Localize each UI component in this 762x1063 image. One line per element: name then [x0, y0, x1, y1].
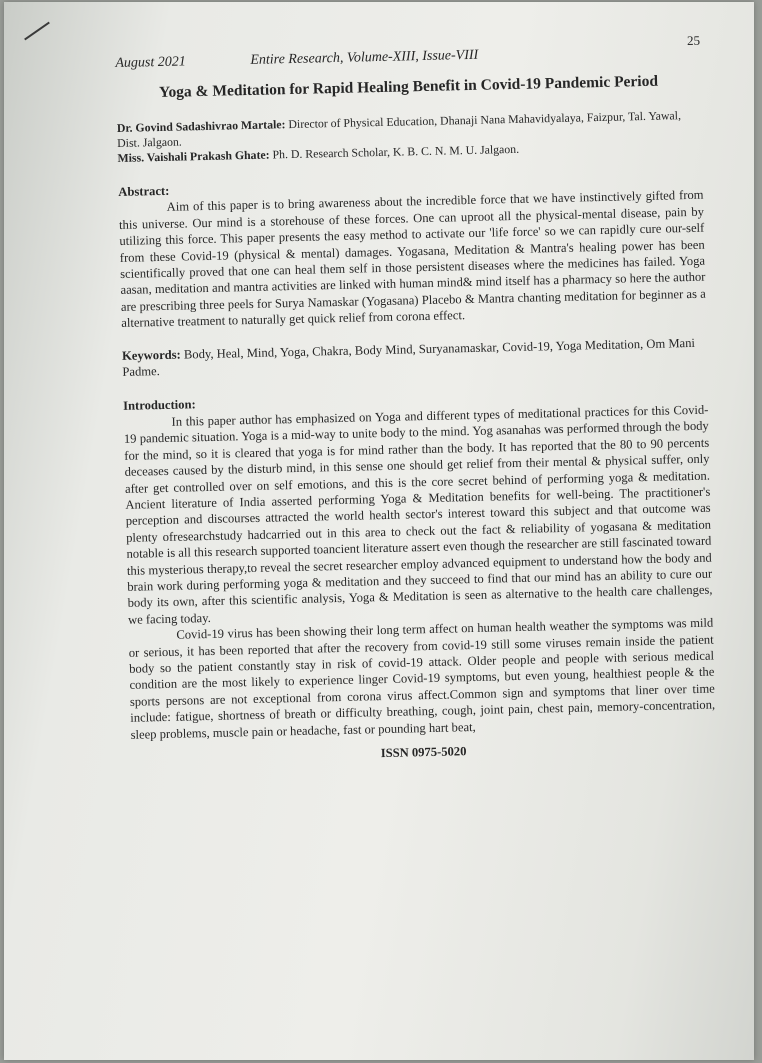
keywords-text: Body, Heal, Mind, Yoga, Chakra, Body Mind, Suryanamaskar, Covid-19, Yoga Meditation, Om Mani Padme. — [122, 335, 696, 379]
author-affiliation: Ph. D. Research Scholar, K. B. C. N. M. U. Jalgaon. — [272, 141, 520, 162]
page-content — [115, 33, 716, 767]
keywords-label: Keywords: — [121, 347, 181, 363]
author-block — [117, 108, 703, 166]
author-affiliation: Director of Physical Education, Dhanaji Nana Mahavidyalaya, Faizpur, Tal. Yawal, Dist. Jalgaon. — [117, 108, 682, 150]
abstract-text: Aim of this paper is to bring awareness about the incredible force that we have instinctively gifted from this universe. Our mind is a storehouse of these forces. One can uproot all the physical-mental disease, pain by utilizing this force. This paper presents the easy method to activate our 'life force' so we can rapidly cure our-self from these Covid-19 (physical & mental) damages. Yogasana, Meditation & Mantra's healing power has been scientifically proved that one can heal them self in those persistent diseases where the medicines has failed. Yoga aasan, meditation and mantra activities are linked with human mind& mind itself has a pharmacy so here the author are prescribing three peels for Surya Namaskar (Yogasana) Placebo & Mantra chanting meditation for beginner as a alternative treatment to naturally get quick relief from corona effect. — [118, 188, 706, 331]
paper-sheet — [4, 2, 754, 1060]
paper-title: Yoga & Meditation for Rapid Healing Benefit in Covid-19 Pandemic Period — [158, 72, 659, 102]
introduction-paragraph: In this paper author has emphasized on Yoga and different types of meditational practices for this Covid-19 pandemic situation. Yoga is a mid-way to unite body to the mind. Yog asanahas was performed through the body for the mind, so it is cleared that yoga is for mind rather than the body. It has reported that the 80 to 90 percents deceases caused by the disturb mind, in this sense one should get relief from their mental & physical suffer, only after get controlled over on self emotions, and this is the core secret behind of performing yoga & meditation. Ancient literature of India asserted performing Yoga & Meditation benefits for well-being. The practitioner's perception and discourses attracted the world health sector's interest toward this subject and that outcome was plenty ofresearchstudy hadcarried out in this area to check out the fact & reliability of yogasana & meditation notable is all this research supported toancient literature assert even though the researcher are still fascinated toward this mysterious therapy,to reveal the secret researcher employ advanced equipment to understand how the body and brain work during performing yoga & meditation and they succeed to find that our mind has an ability to cure our body its own, after this scientific analysis, Yoga & Meditation is seen as alternative to the health care challenges, we facing today. — [123, 402, 713, 627]
header-journal: Entire Research, Volume-XIII, Issue-VIII — [250, 47, 479, 68]
pen-mark — [24, 22, 50, 41]
page-number: 25 — [686, 32, 701, 49]
introduction-heading: Introduction: — [123, 397, 196, 414]
running-header — [115, 33, 700, 70]
keywords — [122, 334, 708, 380]
issn-footer: ISSN 0975-5020 — [380, 744, 467, 761]
header-date: August 2021 — [115, 54, 186, 71]
abstract-heading: Abstract: — [118, 183, 170, 199]
introduction-paragraph: Covid-19 virus has been showing their long term affect on human health weather the symptoms was mild or serious, it has been reported that after the recovery from covid-19 still some viruses remain inside the patient body so the patient constantly stay in risk of covid-19 attack. Older people and people with serious medical condition are the most likely to experience linger Covid-19 symptoms, but even young, healthiest people & the sports persons are not exceptional from corona virus affect.Common sign and symptoms that liner over time include: fatigue, shortness of breath or difficulty breathing, cough, joint pain, chest pain, memory-concentration, sleep problems, muscle pain or headache, fast or pounding hart beat, — [128, 615, 716, 742]
author-name: Dr. Govind Sadashivrao Martale: — [116, 117, 286, 135]
author-name: Miss. Vaishali Prakash Ghate: — [117, 147, 270, 165]
